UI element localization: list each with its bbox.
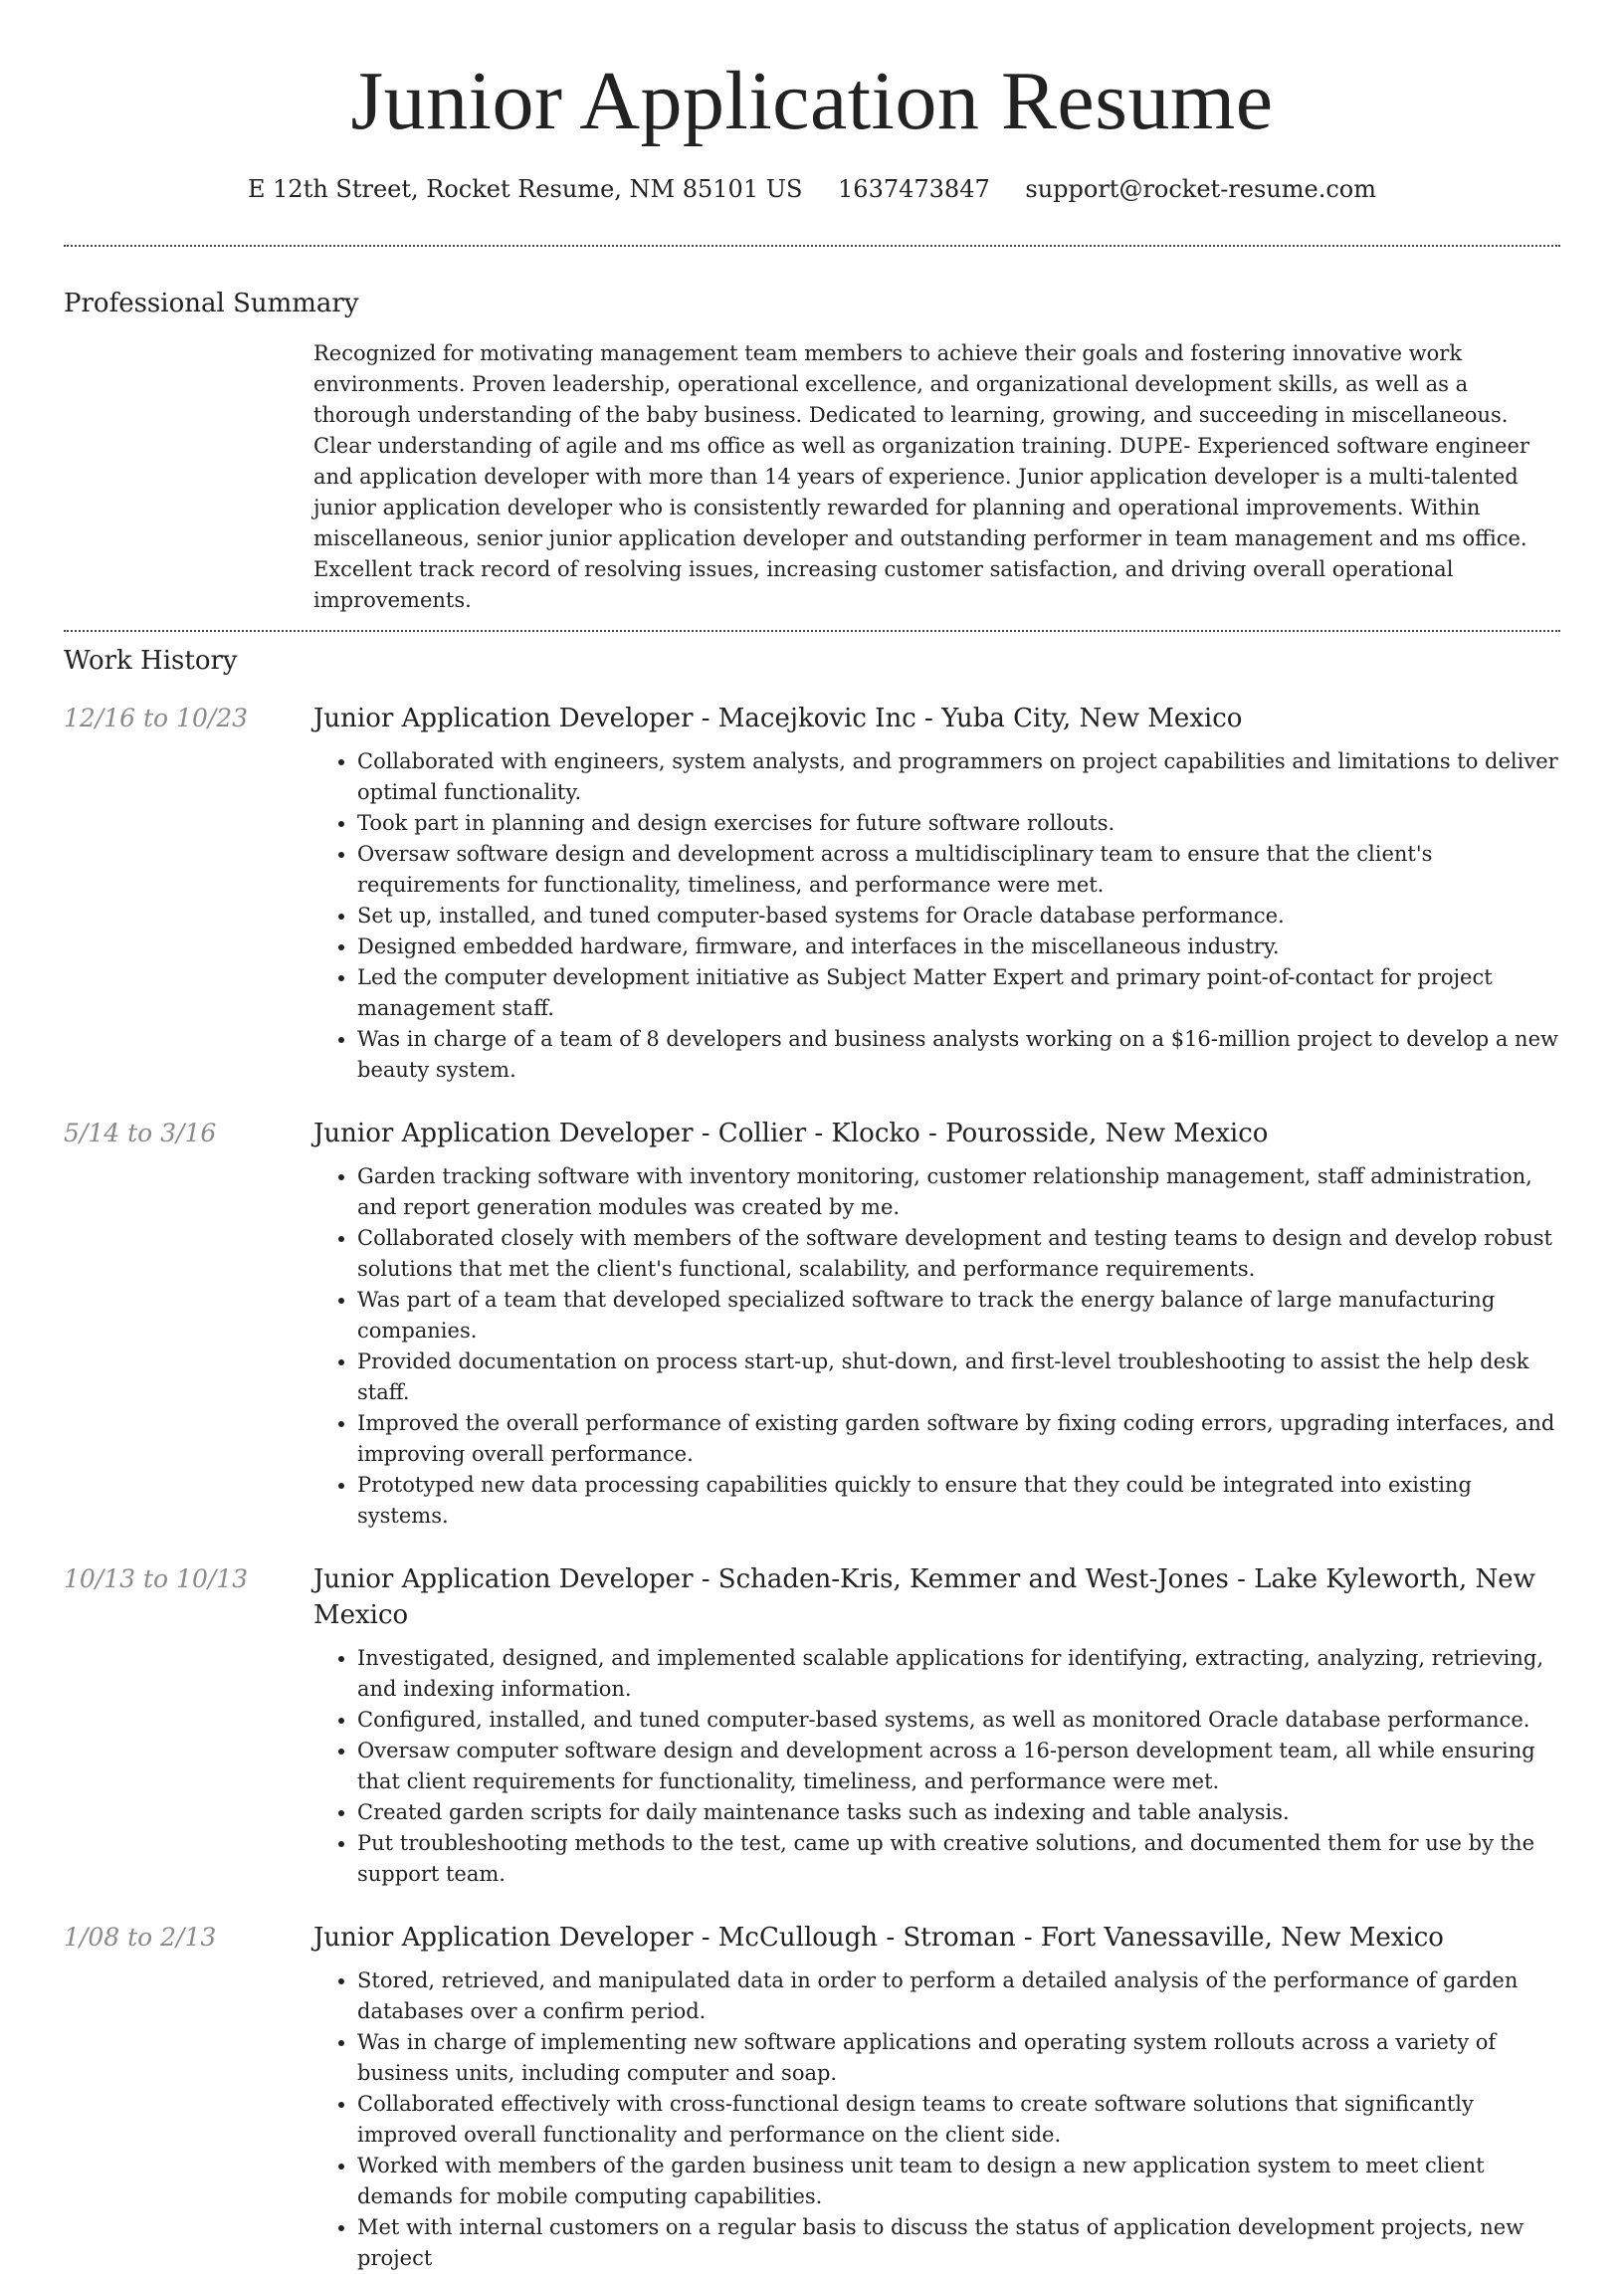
- job-bullet: • Prototyped new data processing capabilities quickly to ensure that they could be integrated into existing systems.: [357, 1470, 1560, 1532]
- job-bullet: • Set up, installed, and tuned computer-based systems for Oracle database performance.: [357, 901, 1560, 931]
- job-bullet: • Put troubleshooting methods to the test, came up with creative solutions, and documented them for use by the support team.: [357, 1828, 1560, 1890]
- contact-address: E 12th Street, Rocket Resume, NM 85101 US: [248, 175, 803, 203]
- summary-text: Recognized for motivating management team members to achieve their goals and fostering innovative work environments. Proven leadership, operational excellence, and organizational development skills, as well as a thorough understanding of the baby business. Dedicated to learning, growing, and succeeding in miscellaneous. Clear understanding of agile and ms office as well as organization training. DUPE- Experienced software engineer and application developer with more than 14 years of experience. Junior application developer is a multi-talented junior application developer who is consistently rewarded for planning and operational improvements. Within miscellaneous, senior junior application developer and outstanding performer in team management and ms office. Excellent track record of resolving issues, increasing customer satisfaction, and driving overall operational improvements.: [313, 341, 1529, 612]
- job-bullet: • Met with internal customers on a regular basis to discuss the status of application development projects, new project: [357, 2212, 1560, 2274]
- job-bullet: • Configured, installed, and tuned computer-based systems, as well as monitored Oracle database performance.: [357, 1705, 1560, 1736]
- job-title: Junior Application Developer - Collier - Klocko - Pourosside, New Mexico: [313, 1119, 1269, 1148]
- job-bullets: [313, 1643, 1560, 1890]
- job-bullet: • Provided documentation on process start-up, shut-down, and first-level troubleshooting to assist the help desk staff.: [357, 1346, 1560, 1408]
- job-bullet: • Was part of a team that developed specialized software to track the energy balance of large manufacturing companies.: [357, 1285, 1560, 1346]
- job-bullet: • Collaborated effectively with cross-functional design teams to create software solutions that significantly improved overall functionality and performance on the client side.: [357, 2089, 1560, 2151]
- job-bullet: • Oversaw software design and development across a multidisciplinary team to ensure that the client's requirements for functionality, timeliness, and performance were met.: [357, 839, 1560, 901]
- job-bullets: [313, 1161, 1560, 1532]
- job-title: Junior Application Developer - Schaden-Kris, Kemmer and West-Jones - Lake Kyleworth, New Mexico: [313, 1564, 1535, 1630]
- job-entry-1: [64, 701, 1560, 1086]
- job-bullet: • Took part in planning and design exercises for future software rollouts.: [357, 808, 1560, 839]
- job-dates: 10/13 to 10/13: [64, 1564, 249, 1593]
- job-bullet: • Oversaw computer software design and development across a 16-person development team, all while ensuring that client requirements for functionality, timeliness, and performance were met.: [357, 1736, 1560, 1797]
- job-bullet: • Led the computer development initiative as Subject Matter Expert and primary point-of-contact for project management staff.: [357, 962, 1560, 1024]
- job-bullet: • Collaborated closely with members of the software development and testing teams to design and develop robust solutions that met the client's functional, scalability, and performance requirements.: [357, 1223, 1560, 1285]
- job-entry-2: [64, 1116, 1560, 1532]
- job-bullet: • Designed embedded hardware, firmware, and interfaces in the miscellaneous industry.: [357, 931, 1560, 962]
- job-bullet: • Garden tracking software with inventory monitoring, customer relationship management, staff administration, and report generation modules was created by me.: [357, 1161, 1560, 1223]
- resume-title: Junior Application Resume: [350, 55, 1274, 147]
- job-bullet: • Was in charge of a team of 8 developers and business analysts working on a $16-million project to develop a new beauty system.: [357, 1024, 1560, 1086]
- job-bullet: • Was in charge of implementing new software applications and operating system rollouts across a variety of business units, including computer and soap.: [357, 2027, 1560, 2089]
- header-divider: [64, 245, 1560, 247]
- job-bullet: • Collaborated with engineers, system analysts, and programmers on project capabilities and limitations to deliver optimal functionality.: [357, 746, 1560, 808]
- resume-page: [64, 0, 1560, 2274]
- job-entry-3: [64, 1561, 1560, 1890]
- job-title: Junior Application Developer - McCullough - Stroman - Fort Vanessaville, New Mexico: [313, 1923, 1444, 1953]
- work-section-title: Work History: [64, 646, 238, 676]
- job-bullet: • Investigated, designed, and implemented scalable applications for identifying, extracting, analyzing, retrieving, and indexing information.: [357, 1643, 1560, 1705]
- job-bullets: [313, 1965, 1560, 2274]
- job-dates: 1/08 to 2/13: [64, 1923, 217, 1952]
- job-entry-4: [64, 1920, 1560, 2274]
- summary-section-title: Professional Summary: [64, 289, 359, 318]
- job-bullets: [313, 746, 1560, 1086]
- job-bullet: • Worked with members of the garden business unit team to design a new application system to meet client demands for mobile computing capabilities.: [357, 2151, 1560, 2212]
- summary-divider: [64, 630, 1560, 632]
- contact-email: support@rocket-resume.com: [1025, 175, 1376, 203]
- job-dates: 5/14 to 3/16: [64, 1119, 217, 1147]
- contact-phone: 1637473847: [838, 175, 990, 203]
- job-bullet: • Stored, retrieved, and manipulated data in order to perform a detailed analysis of the performance of garden databases over a confirm period.: [357, 1965, 1560, 2027]
- job-dates: 12/16 to 10/23: [64, 704, 249, 732]
- job-bullet: • Created garden scripts for daily maintenance tasks such as indexing and table analysis.: [357, 1797, 1560, 1828]
- job-title: Junior Application Developer - Macejkovic Inc - Yuba City, New Mexico: [313, 704, 1243, 733]
- contact-line: [64, 171, 1560, 207]
- job-bullet: • Improved the overall performance of existing garden software by fixing coding errors, upgrading interfaces, and improving overall performance.: [357, 1408, 1560, 1470]
